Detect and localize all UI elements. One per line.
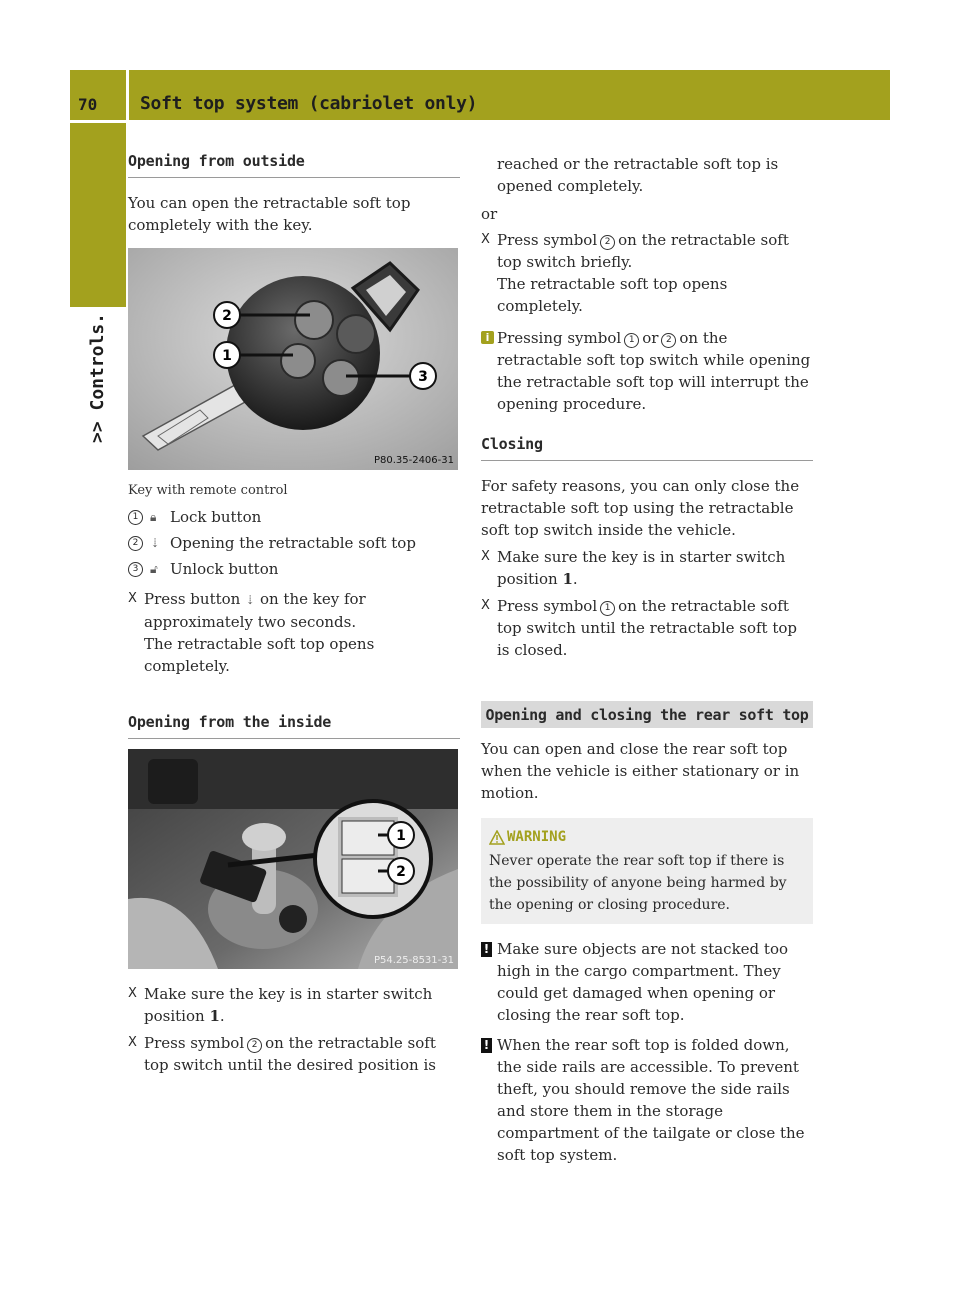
right-column	[481, 150, 813, 1166]
info-text: on the retractable soft top switch while opening the retractable soft top will interrupt the opening procedure.	[497, 329, 811, 413]
legend-item-3	[128, 558, 460, 580]
step-text: Make sure the key is in starter switch position	[497, 548, 786, 588]
callout-2: 2	[222, 308, 232, 324]
note-text: Make sure objects are not stacked too high in the cargo compartment. They could get damaged when opening or closing the rear soft top.	[497, 940, 789, 1024]
photo-caption: Key with remote control	[128, 483, 288, 498]
step-press-symbol-close	[481, 595, 813, 661]
page-title: Soft top system (cabriolet only)	[129, 70, 890, 120]
interior-switch-photo	[128, 749, 458, 969]
legend-text: Lock button	[170, 508, 262, 526]
step-text: on the retractable soft top switch until the desired position is	[144, 1034, 436, 1074]
symbol-number: 1	[600, 601, 615, 616]
legend-number: 1	[128, 510, 143, 525]
legend-number: 2	[128, 536, 143, 551]
lock-icon: 🔒︎	[150, 510, 157, 524]
exclamation-icon: !	[481, 942, 492, 957]
step-key-position: X Make sure the key is in starter switch position 1.	[481, 546, 813, 590]
side-accent-bar	[70, 123, 126, 307]
section-title-closing: Closing	[481, 433, 813, 461]
step-text: Press symbol	[144, 1034, 245, 1052]
step-key-position: X Make sure the key is in starter switch position 1.	[128, 983, 460, 1027]
side-tab-label: >> Controls.	[87, 312, 109, 443]
warning-box	[481, 818, 813, 924]
step-text: Press symbol	[497, 597, 598, 615]
warning-heading	[489, 826, 805, 848]
symbol-number: 1	[624, 333, 639, 348]
key-remote-illustration	[128, 248, 458, 470]
rear-intro: You can open and close the rear soft top when the vehicle is either stationary or in motion.	[481, 740, 800, 802]
or-text: or	[481, 205, 498, 223]
info-text: or	[642, 329, 659, 347]
warning-text: Never operate the rear soft top if there is the possibility of anyone being harmed by the opening or closing procedure.	[489, 853, 787, 913]
symbol-number: 2	[247, 1038, 262, 1053]
step-press-symbol-briefly	[481, 229, 813, 317]
warning-triangle-icon	[489, 830, 505, 845]
section-title-opening-inside: Opening from the inside	[128, 711, 460, 739]
section-title-rear-soft-top: Opening and closing the rear soft top	[481, 701, 813, 728]
interior-switch-illustration	[128, 749, 458, 969]
legend-text: Unlock button	[170, 560, 279, 578]
callout-1: 1	[396, 828, 406, 844]
left-column	[128, 150, 460, 1076]
step-result: The retractable soft top opens completely.	[497, 275, 728, 315]
step-text: on the retractable soft top switch briefly.	[497, 231, 789, 271]
unlock-icon: 🔓︎	[150, 562, 158, 576]
step-text: on the key for approximately two seconds.	[144, 590, 366, 631]
photo-code: P80.35-2406-31	[373, 455, 454, 466]
section-title-opening-outside: Opening from outside	[128, 150, 460, 178]
symbol-number: 2	[600, 235, 615, 250]
note-cargo	[481, 938, 813, 1026]
intro-text: You can open the retractable soft top completely with the key.	[128, 194, 411, 234]
legend-item-1	[128, 506, 460, 528]
step-press-button	[128, 588, 460, 677]
exclamation-icon: !	[481, 1038, 492, 1053]
symbol-number: 2	[661, 333, 676, 348]
page-number: 70	[70, 70, 126, 120]
callout-3: 3	[418, 369, 428, 385]
key-remote-photo	[128, 248, 458, 470]
side-tab	[70, 310, 126, 445]
soft-top-open-icon: ⇣	[150, 536, 161, 550]
info-icon: i	[481, 331, 494, 344]
step-text: Press button	[144, 590, 241, 608]
position-number: 1	[209, 1007, 220, 1025]
continued-text: reached or the retractable soft top is opened completely.	[497, 155, 779, 195]
step-text: Make sure the key is in starter switch position	[144, 985, 433, 1025]
info-note	[481, 327, 813, 415]
legend-item-2	[128, 532, 460, 554]
step-result: The retractable soft top opens completely.	[144, 635, 375, 675]
photo-code: P54.25-8531-31	[373, 955, 454, 966]
note-side-rails	[481, 1034, 813, 1166]
step-press-symbol	[128, 1032, 460, 1076]
legend-text: Opening the retractable soft top	[170, 534, 416, 552]
callout-1: 1	[222, 348, 232, 364]
legend-number: 3	[128, 562, 143, 577]
callout-2: 2	[396, 864, 406, 880]
info-text: Pressing symbol	[497, 329, 622, 347]
note-text: When the rear soft top is folded down, the side rails are accessible. To prevent theft, you should remove the side rails and store them in the storage compartment of the tailgate or close the soft top system.	[497, 1036, 805, 1164]
closing-intro: For safety reasons, you can only close the retractable soft top using the retractable soft top switch inside the vehicle.	[481, 477, 800, 539]
position-number: 1	[562, 570, 573, 588]
step-text: Press symbol	[497, 231, 598, 249]
warning-label: WARNING	[507, 829, 567, 845]
soft-top-open-icon: ⇣	[245, 593, 256, 607]
step-text: on the retractable soft top switch until the retractable soft top is closed.	[497, 597, 798, 659]
